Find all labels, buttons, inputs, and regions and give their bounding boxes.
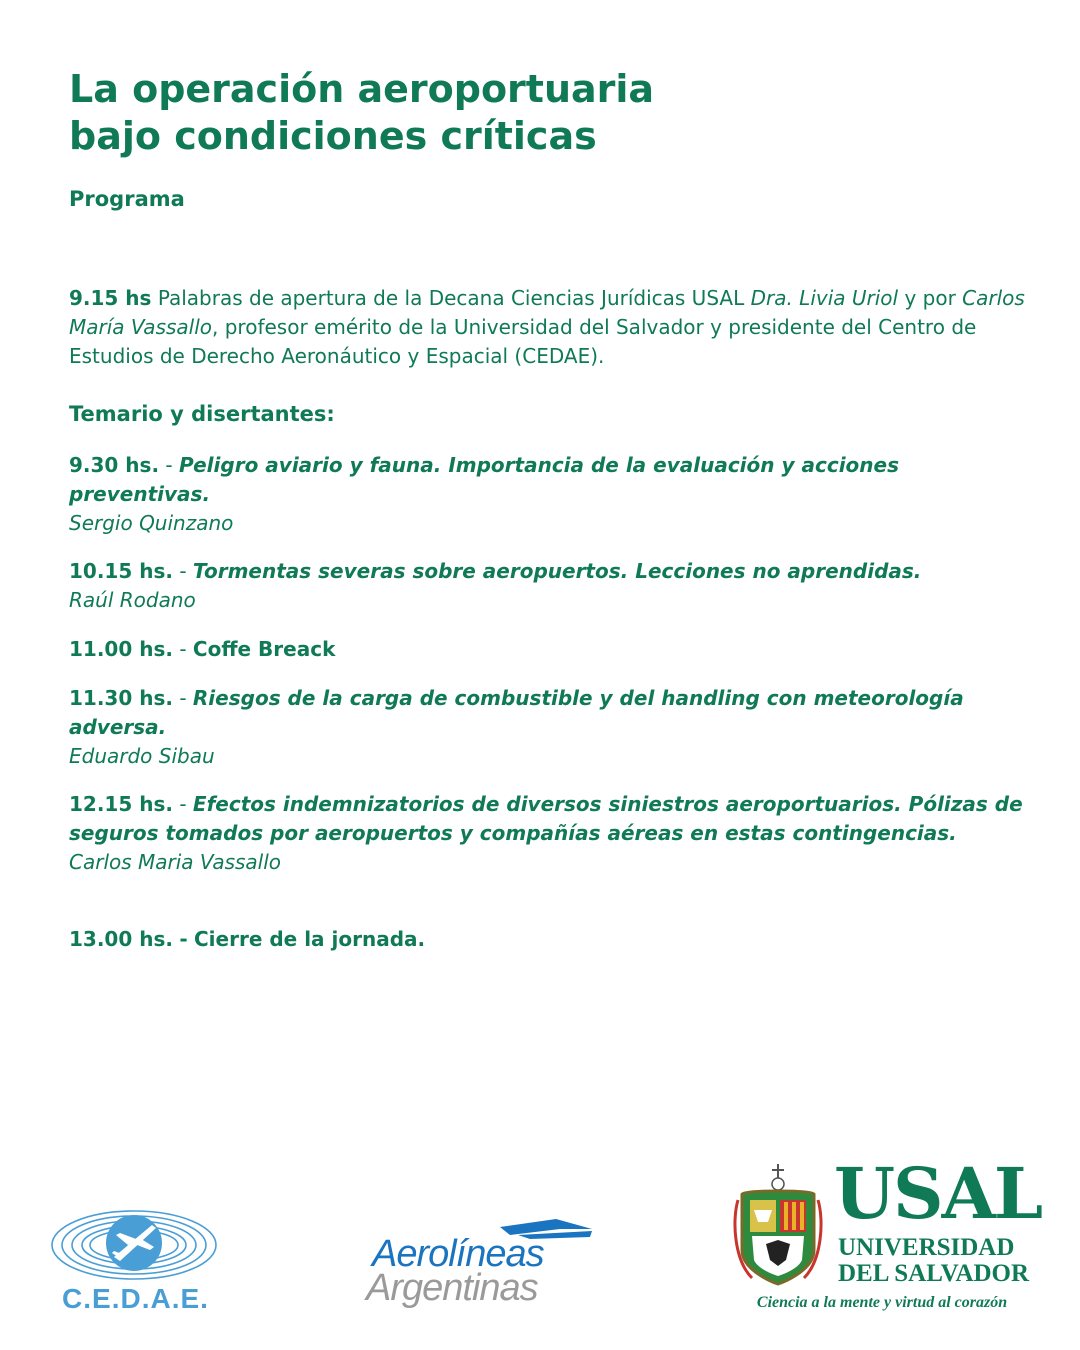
aerolineas-logo [360,1215,600,1320]
temario-heading: Temario y disertantes: [69,402,335,426]
schedule-speaker: Raúl Rodano [69,588,196,612]
schedule-item [69,557,1029,615]
schedule-item [69,451,1029,538]
schedule-speaker: Carlos Maria Vassallo [69,850,282,874]
schedule-item [69,925,1029,954]
aerolineas-word-2: Argentinas [366,1267,538,1309]
schedule-speaker: Sergio Quinzano [69,511,234,535]
schedule-time: 9.30 hs. [69,453,160,477]
aerolineas-word-1: Aerolíneas [372,1233,544,1275]
schedule-time: 13.00 hs. [69,927,173,951]
usal-line-1: UNIVERSIDAD [838,1234,1015,1261]
schedule-topic: Tormentas severas sobre aeropuertos. Lecciones no aprendidas. [192,559,922,583]
schedule-label: Cierre de la jornada. [194,927,426,951]
intro-text-1: Palabras de apertura de la Decana Ciencias Jurídicas USAL [157,286,745,310]
page-title [69,66,654,160]
schedule-separator: - [179,559,187,583]
usal-logo [728,1152,1042,1320]
title-line-1: La operación aeroportuaria [69,67,655,111]
schedule-time: 11.00 hs. [69,637,173,661]
cedae-name: C.E.D.A.E. [62,1283,209,1314]
schedule-topic: Riesgos de la carga de combustible y del handling con meteorología adversa. [69,686,964,739]
schedule-topic: Peligro aviario y fauna. Importancia de la evaluación y acciones preventivas. [69,453,899,506]
schedule-separator: - [179,792,187,816]
schedule-time: 12.15 hs. [69,792,173,816]
intro-text-2: y por [904,286,956,310]
usal-line-2: DEL SALVADOR [838,1260,1030,1287]
schedule-speaker: Eduardo Sibau [69,744,215,768]
cedae-logo [48,1205,223,1320]
schedule-separator: - [179,686,187,710]
schedule-separator: - [165,453,173,477]
coat-of-arms-icon [728,1160,828,1290]
usal-abbreviation: USAL [834,1152,1042,1235]
schedule-item [69,790,1029,877]
intro-name-1: Dra. Livia Uriol [750,286,899,310]
intro-name-2: Carlos María Vassallo [69,286,1025,339]
cedae-emblem-icon [48,1205,223,1285]
intro-paragraph [69,284,1029,371]
schedule-item [69,635,1029,664]
intro-text-3: , profesor emérito de la Universidad del Salvador y presidente del Centro de Estudios de Derecho Aeronáutico y Espacial (CEDAE). [69,315,977,368]
schedule-topic: Efectos indemnizatorios de diversos siniestros aeroportuarios. Pólizas de seguros tomados por aeropuertos y compañías aéreas en estas contingencias. [69,792,1023,845]
schedule-time: 10.15 hs. [69,559,173,583]
intro-time: 9.15 hs [69,286,152,310]
schedule-item [69,684,1029,771]
program-heading: Programa [69,187,185,211]
usal-motto: Ciencia a la mente y virtud al corazón [756,1294,1008,1311]
schedule-separator: - [179,927,188,951]
schedule-label: Coffe Breack [192,637,336,661]
schedule-time: 11.30 hs. [69,686,173,710]
schedule-separator: - [179,637,187,661]
title-line-2: bajo condiciones críticas [69,114,597,158]
